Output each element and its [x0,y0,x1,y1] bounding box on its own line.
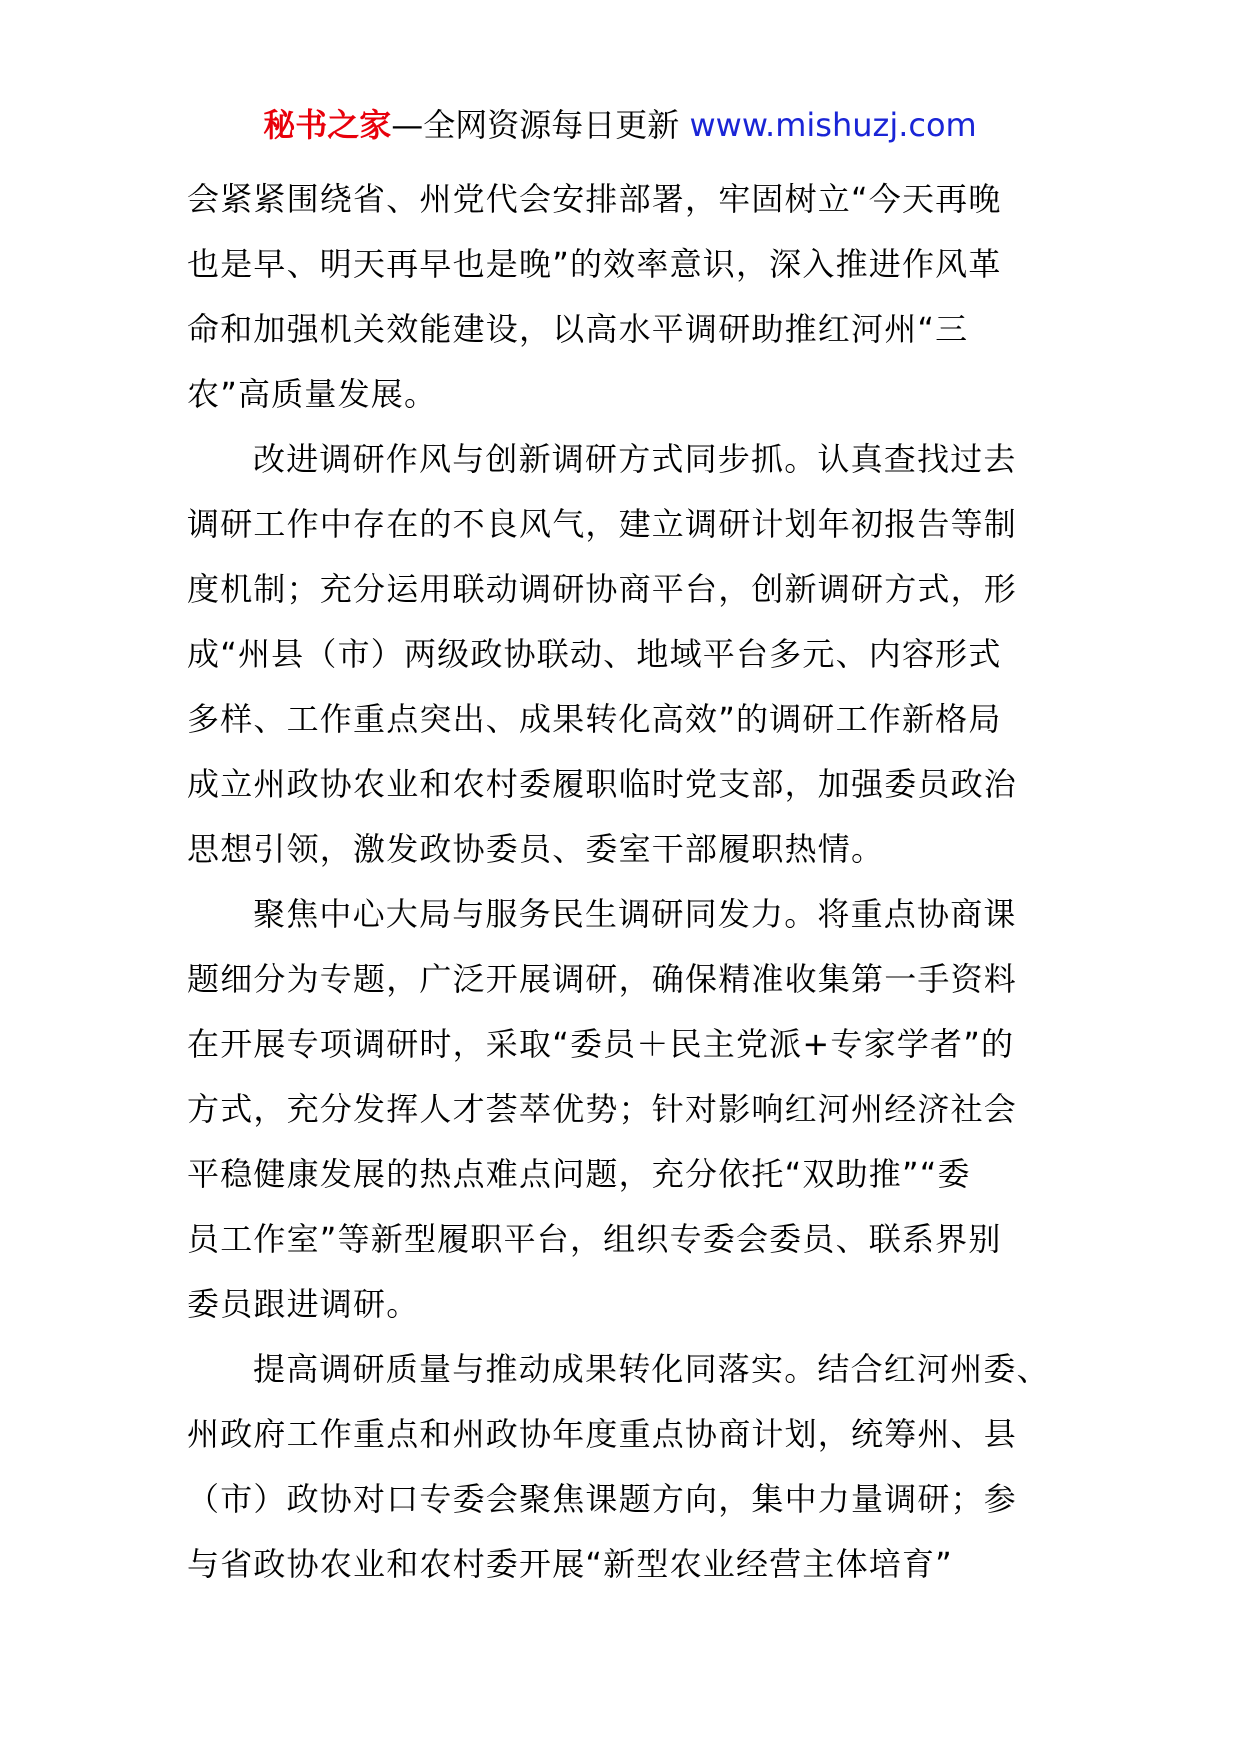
text-line: 题细分为专题，广泛开展调研，确保精准收集第一手资料 [187,960,1018,998]
document-body [187,167,1057,1597]
paragraph-start-line: 改进调研作风与创新调研方式同步抓。认真查找过去 [253,440,1017,478]
text-line: 与省政协农业和农村委开展“新型农业经营主体培育” [187,1545,953,1583]
paragraph-start-line: 聚焦中心大局与服务民生调研同发力。将重点协商课 [253,895,1017,933]
text-line: 度机制；充分运用联动调研协商平台，创新调研方式，形 [187,570,1018,608]
text-line: 在开展专项调研时，采取“委员＋民主党派+专家学者”的 [187,1025,1015,1063]
site-header [0,103,1240,147]
paragraph-start-line: 提高调研质量与推动成果转化同落实。结合红河州委、 [253,1350,1050,1388]
text-line: （市）政协对口专委会聚焦课题方向，集中力量调研；参 [187,1480,1018,1518]
site-brand: 秘书之家 [263,106,392,144]
text-line: 委员跟进调研。 [187,1285,420,1323]
text-line: 命和加强机关效能建设，以高水平调研助推红河州“三 [187,310,969,348]
text-line: 思想引领，激发政协委员、委室干部履职热情。 [187,830,885,868]
text-line: 成立州政协农业和农村委履职临时党支部，加强委员政治 [187,765,1018,803]
text-line: 州政府工作重点和州政协年度重点协商计划，统筹州、县 [187,1415,1018,1453]
text-line: 调研工作中存在的不良风气，建立调研计划年初报告等制 [187,505,1018,543]
text-line: 员工作室”等新型履职平台，组织专委会委员、联系界别 [187,1220,1002,1258]
text-line: 方式，充分发挥人才荟萃优势；针对影响红河州经济社会 [187,1090,1018,1128]
text-line: 也是早、明天再早也是晚”的效率意识，深入推进作风革 [187,245,1002,283]
text-line: 成“州县（市）两级政协联动、地域平台多元、内容形式 [187,635,1002,673]
text-line: 多样、工作重点突出、成果转化高效”的调研工作新格局 [187,700,1002,738]
text-line: 平稳健康发展的热点难点问题，充分依托“双助推”“委 [187,1155,971,1193]
site-url-link[interactable]: www.mishuzj.com [689,106,977,144]
text-line: 会紧紧围绕省、州党代会安排部署，牢固树立“今天再晚 [187,180,1002,218]
site-tagline: —全网资源每日更新 [391,106,680,144]
text-line: 农”高质量发展。 [187,375,438,413]
